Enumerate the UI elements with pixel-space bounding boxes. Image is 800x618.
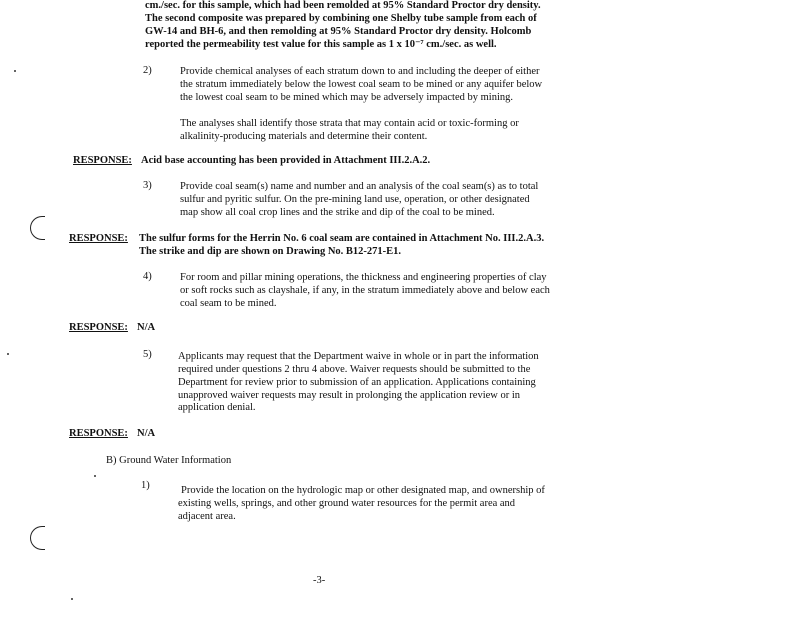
item-4-line-3: coal seam to be mined. <box>180 298 277 309</box>
scan-speck <box>14 70 16 72</box>
item-2-line-3: the lowest coal seam to be mined which may be adversely impacted by mining. <box>180 92 513 103</box>
item-5-line-1: Applicants may request that the Department waive in whole or in part the information <box>178 351 539 362</box>
item-4-line-1: For room and pillar mining operations, the thickness and engineering properties of clay <box>180 272 547 283</box>
item-5-line-2: required under questions 2 thru 4 above. Waiver requests should be submitted to the <box>178 364 531 375</box>
item-5-line-4: unapproved waiver requests may result in prolonging the application review or in <box>178 390 521 401</box>
page-number: -3- <box>313 575 326 586</box>
item-2-sub-line-1: The analyses shall identify those strata that may contain acid or toxic-forming or <box>180 118 519 129</box>
punch-hole-mark <box>30 216 45 240</box>
response-2-line-2: The strike and dip are shown on Drawing No. B12-271-E1. <box>139 246 402 257</box>
item-5-line-5: application denial. <box>178 402 256 413</box>
scan-speck <box>7 353 9 355</box>
item-b1-number: 1) <box>141 480 150 491</box>
item-b1-line-2: existing wells, springs, and other ground water resources for the permit area and <box>178 498 516 509</box>
item-3-line-1: Provide coal seam(s) name and number and an analysis of the coal seam(s) as to total <box>180 181 539 192</box>
response-2-label: RESPONSE: <box>69 233 128 244</box>
item-b1-line-3: adjacent area. <box>178 511 236 522</box>
item-4-line-2: or soft rocks such as clayshale, if any, in the stratum immediately above and below each <box>180 285 550 296</box>
item-b1-line-1: Provide the location on the hydrologic map or other designated map, and ownership of <box>181 485 545 496</box>
item-5-line-3: Department for review prior to submission of an application. Applications containing <box>178 377 536 388</box>
item-3-number: 3) <box>143 180 152 191</box>
response-3-label: RESPONSE: <box>69 322 128 333</box>
item-3-line-3: map show all coal crop lines and the strike and dip of the coal to be mined. <box>180 207 495 218</box>
item-2-line-2: the stratum immediately below the lowest coal seam to be mined or any aquifer below <box>180 79 543 90</box>
response-3-text: N/A <box>137 322 156 333</box>
response-2-line-1: The sulfur forms for the Herrin No. 6 coal seam are contained in Attachment No. III.2.A.3. <box>139 233 545 244</box>
item-5-number: 5) <box>143 349 152 360</box>
response-4-text: N/A <box>137 428 156 439</box>
punch-hole-mark <box>30 526 45 550</box>
intro-line-4: reported the permeability test value for this sample as 1 x 10⁻⁷ cm./sec. as well. <box>145 39 497 50</box>
intro-line-3: GW-14 and BH-6, and then remolding at 95% Standard Proctor dry density. Holcomb <box>145 26 532 37</box>
item-4-number: 4) <box>143 271 152 282</box>
item-2-sub-line-2: alkalinity-producing materials and determine their content. <box>180 131 428 142</box>
item-2-line-1: Provide chemical analyses of each stratum down to and including the deeper of either <box>180 66 540 77</box>
item-3-line-2: sulfur and pyritic sulfur. On the pre-mining land use, operation, or other designated <box>180 194 530 205</box>
response-1-text: Acid base accounting has been provided in Attachment III.2.A.2. <box>141 155 431 166</box>
intro-line-1: cm./sec. for this sample, which had been remolded at 95% Standard Proctor dry density. <box>145 0 541 11</box>
item-2-number: 2) <box>143 65 152 76</box>
scan-speck <box>94 475 96 477</box>
response-1-label: RESPONSE: <box>73 155 132 166</box>
intro-line-2: The second composite was prepared by combining one Shelby tube sample from each of <box>145 13 537 24</box>
response-4-label: RESPONSE: <box>69 428 128 439</box>
section-b-heading: B) Ground Water Information <box>106 455 232 466</box>
scan-speck <box>71 598 73 600</box>
